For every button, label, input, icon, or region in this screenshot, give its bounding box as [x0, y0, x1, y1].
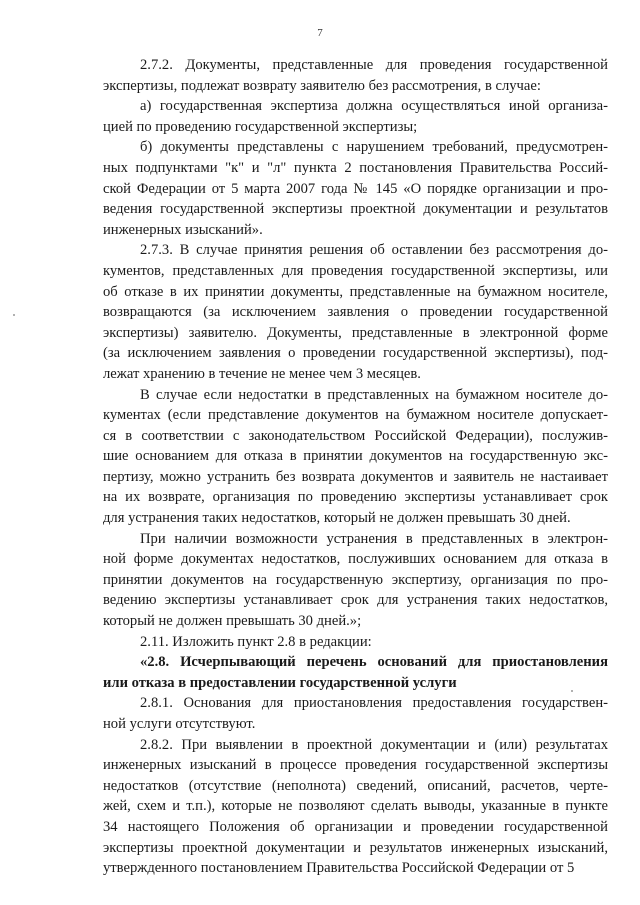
text-line: В случае если недостатки в представленных на бумажном носителе до- — [140, 386, 608, 403]
text-line: ской Федерации от 5 марта 2007 года № 145 «О порядке организации и про- — [103, 180, 608, 197]
paragraph-deficiencies-electronic — [103, 529, 608, 632]
text-line: 34 настоящего Положения об организации и проведении государственной — [103, 818, 608, 835]
text-line: инженерных изысканий в процессе проведения государственной экспертизы — [103, 757, 608, 774]
text-line: экспертизы проектной документации и результатов инженерных изысканий, — [103, 839, 608, 856]
text-line: или отказа в предоставлении государственной услуги — [103, 674, 457, 691]
text-line: ной услуги отсутствуют. — [103, 716, 256, 732]
text-line: экспертизы) заявителю. Документы, представленные в электронной форме — [103, 324, 608, 341]
paragraph-2-8-1 — [103, 693, 608, 734]
document-body — [103, 55, 608, 879]
text-line: лежат хранению в течение не менее чем 3 месяцев. — [103, 365, 421, 382]
text-line: 2.7.2. Документы, представленные для проведения государственной — [140, 57, 608, 73]
text-line: экспертизы, подлежат возврату заявителю без рассмотрения, в случае: — [103, 77, 541, 94]
text-line: для устранения таких недостатков, который не должен превышать 30 дней. — [103, 510, 571, 527]
text-line: 2.8.2. При выявлении в проектной документации и (или) результатах — [140, 736, 608, 753]
paragraph-item-b — [103, 137, 608, 240]
text-line: ведению экспертизы устанавливает срок для устранения таких недостатков, — [103, 592, 608, 609]
paragraph-2-8-heading — [103, 652, 608, 693]
text-line: инженерных изысканий». — [103, 221, 263, 238]
page-number: 7 — [317, 27, 323, 39]
text-line: шие основанием для отказа в принятии документов на государственную экс- — [103, 448, 608, 465]
text-line: недостатков (отсутствие (неполнота) сведений, описаний, расчетов, черте- — [103, 777, 608, 794]
text-line: возвращаются (за исключением заявления о проведении государственной — [103, 304, 608, 321]
text-line: принятии документов на государственную экспертизу, организация по про- — [103, 571, 608, 588]
text-line: ной форме документах недостатков, послуживших основанием для отказа в — [103, 551, 608, 568]
paragraph-2-7-2 — [103, 55, 608, 96]
text-line: цией по проведению государственной экспертизы; — [103, 118, 418, 135]
text-line: (за исключением заявления о проведении государственной экспертизы), под- — [103, 345, 608, 362]
text-line: жей, схем и т.п.), которые не позволяют сделать выводы, указанные в пункте — [103, 798, 608, 815]
paragraph-deficiencies-paper — [103, 385, 608, 529]
text-line: 2.7.3. В случае принятия решения об оставлении без рассмотрения до- — [140, 242, 608, 259]
paragraph-item-a — [103, 96, 608, 137]
text-line: об отказе в их принятии документы, представленные на бумажном носителе, — [103, 283, 608, 300]
text-line: а) государственная экспертиза должна осуществляться иной организа- — [140, 98, 608, 115]
text-line: на их возврате, организация по проведению экспертизы устанавливает срок — [103, 489, 608, 506]
text-line: «2.8. Исчерпывающий перечень оснований для приостановления — [140, 654, 608, 671]
text-line: кументах (если представление документов на бумажном носителе допускает- — [103, 407, 608, 424]
text-line: При наличии возможности устранения в представленных в электрон- — [140, 530, 608, 547]
paragraph-2-7-3 — [103, 240, 608, 384]
text-line: б) документы представлены с нарушением требований, предусмотрен- — [140, 139, 608, 156]
text-line: 2.8.1. Основания для приостановления предоставления государствен- — [140, 695, 608, 712]
text-line: который не должен превышать 30 дней.»; — [103, 613, 362, 630]
text-line: пертизу, можно устранить без возврата документов и заявитель не настаивает — [103, 468, 608, 485]
text-line: ся в соответствии с законодательством Российской Федерации), послужив- — [103, 427, 608, 444]
text-line: утвержденного постановлением Правительства Российской Федерации от 5 — [103, 860, 575, 877]
text-line: ных подпунктами "к" и "л" пункта 2 постановления Правительства Россий- — [103, 159, 608, 176]
text-line: 2.11. Изложить пункт 2.8 в редакции: — [140, 633, 372, 650]
text-line: ведения государственной экспертизы проектной документации и результатов — [103, 201, 608, 218]
paragraph-2-11 — [103, 632, 608, 653]
margin-dot — [13, 314, 15, 316]
text-line: кументов, представленных для проведения государственной экспертизы, или — [103, 262, 608, 279]
paragraph-2-8-2 — [103, 735, 608, 879]
